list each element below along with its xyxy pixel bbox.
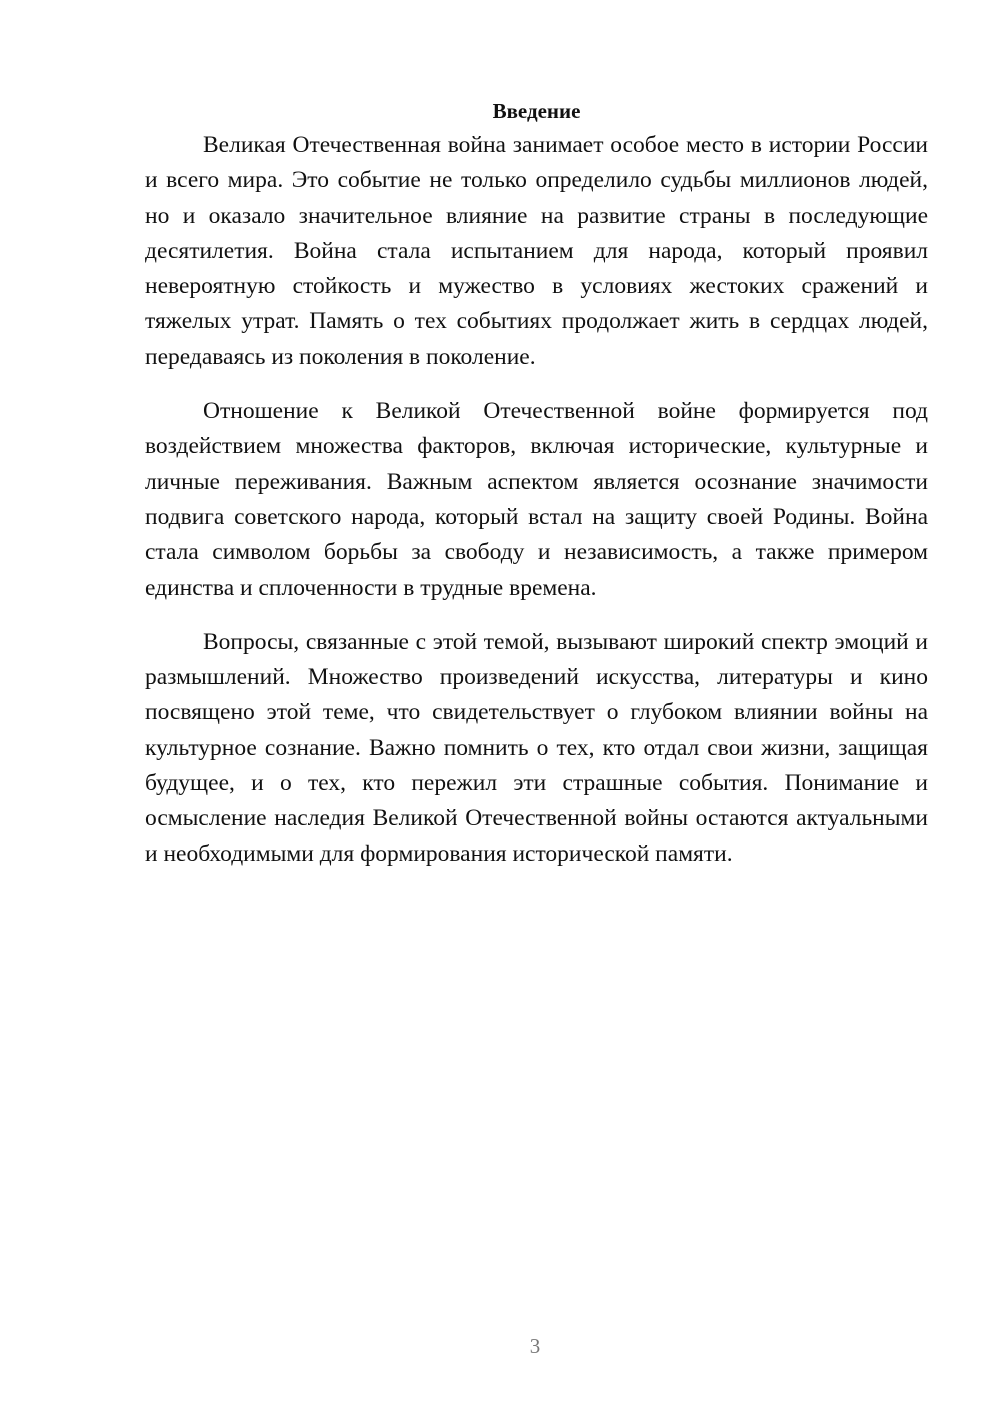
paragraph-1: Великая Отечественная война занимает особое место в истории России и всего мира. Это событие не только определило судьбы миллионов людей, но и оказало значительное влияние на развитие страны в последующие десятилетия. Война стала испытанием для народа, который проявил невероятную стойкость и мужество в условиях жестоких сражений и тяжелых утрат. Память о тех событиях продолжает жить в сердцах людей, передаваясь из поколения в поколение. bbox=[145, 132, 928, 370]
paragraph-2: Отношение к Великой Отечественной войне формируется под воздействием множества факторов, включая исторические, культурные и личные переживания. Важным аспектом является осознание значимости подвига советского народа, который встал на защиту своей Родины. Война стала символом борьбы за свободу и независимость, а также примером единства и сплоченности в трудные времена. bbox=[145, 398, 928, 601]
section-heading: Введение bbox=[492, 99, 581, 123]
paragraph-3: Вопросы, связанные с этой темой, вызывают широкий спектр эмоций и размышлений. Множество произведений искусства, литературы и кино посвящено этой теме, что свидетельствует о глубоком влиянии войны на культурное сознание. Важно помнить о тех, кто отдал свои жизни, защищая будущее, и о тех, кто пережил эти страшные события. Понимание и осмысление наследия Великой Отечественной войны остаются актуальными и необходимыми для формирования исторической памяти. bbox=[145, 628, 928, 867]
page-number: 3 bbox=[529, 1334, 541, 1358]
page-content bbox=[145, 96, 928, 891]
